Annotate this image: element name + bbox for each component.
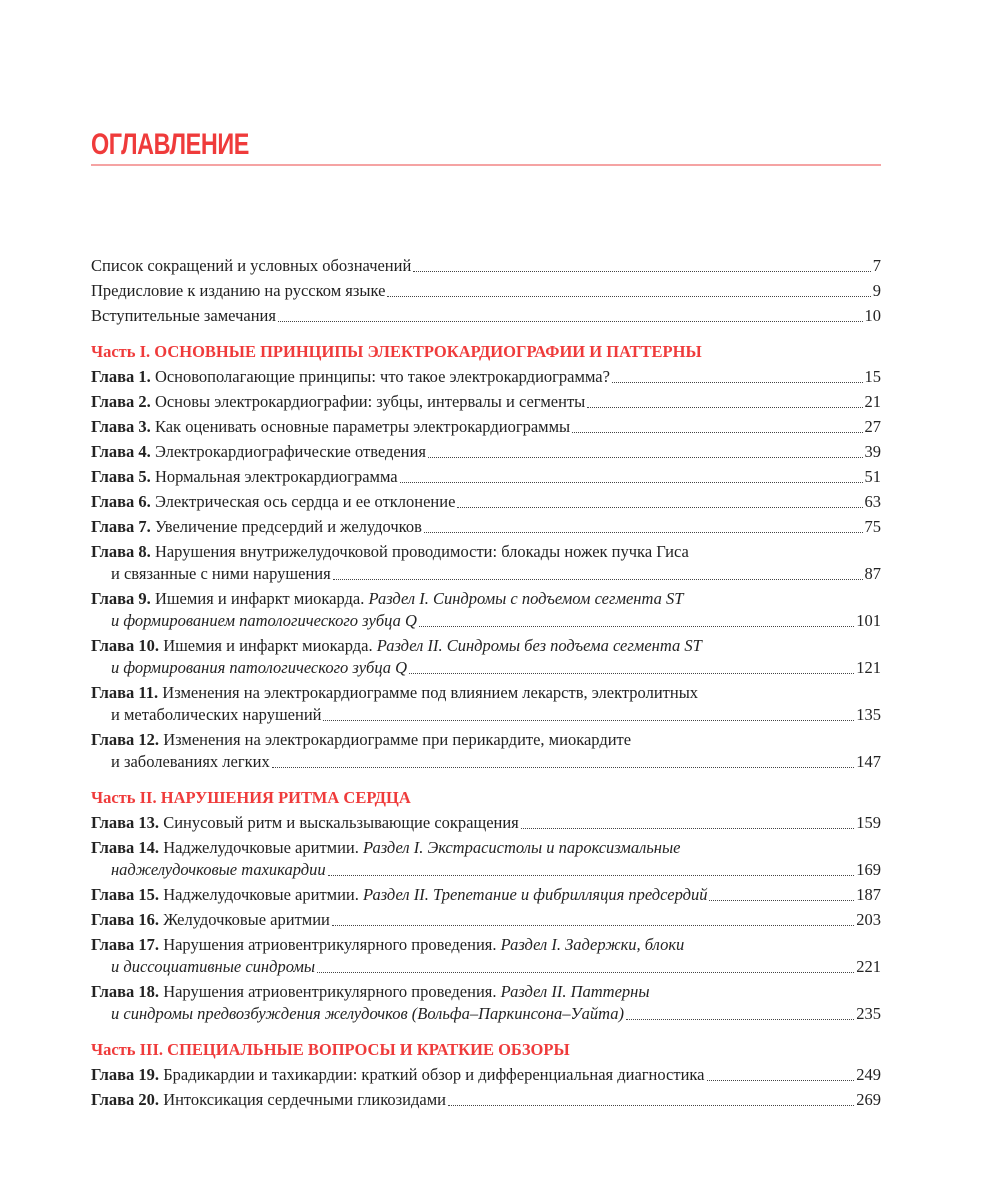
chapter-title-cont: и связанные с ними нарушения: [111, 564, 331, 583]
chapter-title: Изменения на электрокардиограмме при перикардите, миокардите: [163, 730, 632, 749]
chapter-title: Основы электрокардиографии: зубцы, интервалы и сегменты: [154, 392, 586, 411]
chapter-label: Глава 4.: [91, 442, 151, 461]
chapter-label: Глава 2.: [91, 392, 151, 411]
chapter-title: Синусовый ритм и выскальзывающие сокращения: [163, 813, 519, 832]
page-number: 235: [856, 1004, 881, 1023]
chapter-label: Глава 15.: [91, 885, 160, 904]
entry-line: [91, 441, 881, 463]
leader-dots: [424, 532, 863, 533]
section-title: Раздел II. Трепетание и фибрилляция предсердий: [363, 885, 708, 904]
section-title: Раздел I. Экстрасистолы и пароксизмальные: [363, 838, 681, 857]
chapter-label: Глава 6.: [91, 492, 151, 511]
page-number: 7: [872, 256, 881, 275]
entry-continuation: [111, 1003, 624, 1025]
toc-entry[interactable]: [91, 466, 881, 488]
entry-title: [91, 466, 398, 488]
leader-dots: [587, 407, 862, 408]
chapter-label: Глава 12.: [91, 730, 160, 749]
entry-line: [91, 812, 881, 834]
page-number: 27: [864, 417, 881, 436]
parts-list: [91, 341, 881, 1111]
page-number: 21: [864, 392, 881, 411]
entry-continuation: [111, 657, 407, 679]
entry-title: [91, 1064, 705, 1086]
leader-dots: [572, 432, 862, 433]
chapter-title: Нарушения атриовентрикулярного проведения.: [163, 935, 497, 954]
toc-entry[interactable]: [91, 635, 881, 679]
section-title: Раздел II. Паттерны: [500, 982, 650, 1001]
chapter-label: Глава 7.: [91, 517, 151, 536]
chapter-label: Глава 19.: [91, 1065, 160, 1084]
chapter-label: Глава 3.: [91, 417, 151, 436]
chapter-title: Наджелудочковые аритмии.: [163, 838, 359, 857]
section-title: Раздел I. Синдромы с подъемом сегмента ST: [368, 589, 684, 608]
front-matter-list: [91, 255, 881, 327]
leader-dots: [317, 972, 854, 973]
entry-continuation: [111, 563, 331, 585]
page-number: 159: [856, 813, 881, 832]
entry-line: [91, 1089, 881, 1111]
toc-entry[interactable]: [91, 441, 881, 463]
chapter-label: Глава 5.: [91, 467, 151, 486]
section-title-cont: наджелудочковые тахикардии: [111, 860, 326, 879]
leader-dots: [400, 482, 863, 483]
entry-title: [91, 441, 426, 463]
leader-dots: [709, 900, 854, 901]
chapter-label: Глава 11.: [91, 683, 159, 702]
entry-line: [91, 416, 881, 438]
entry-line: [91, 884, 881, 906]
chapter-title: Нарушения атриовентрикулярного проведения.: [163, 982, 497, 1001]
page-number: 51: [864, 467, 881, 486]
leader-dots: [521, 828, 854, 829]
entry-title: [91, 812, 519, 834]
toc-entry[interactable]: [91, 934, 881, 978]
title-underline: [91, 164, 881, 166]
section-title-cont: и синдромы предвозбуждения желудочков (Вольфа–Паркинсона–Уайта): [111, 1004, 624, 1023]
toc-entry[interactable]: [91, 280, 881, 302]
toc-entry[interactable]: [91, 1064, 881, 1086]
chapter-title: Наджелудочковые аритмии.: [163, 885, 359, 904]
entry-title: Предисловие к изданию на русском языке: [91, 281, 386, 300]
leader-dots: [707, 1080, 855, 1081]
entry-title: Список сокращений и условных обозначений: [91, 256, 412, 275]
leader-dots: [409, 673, 854, 674]
entry-title: [91, 416, 570, 438]
chapter-title-cont: и метаболических нарушений: [111, 705, 322, 724]
page-number: 249: [856, 1065, 881, 1084]
chapter-title: Ишемия и инфаркт миокарда.: [154, 589, 365, 608]
entry-line: [91, 563, 881, 585]
toc-entry[interactable]: [91, 729, 881, 773]
toc-entry[interactable]: [91, 255, 881, 277]
entry-line: [91, 541, 881, 563]
page-number: 169: [856, 860, 881, 879]
entry-line: [91, 391, 881, 413]
entry-line: [91, 491, 881, 513]
chapter-title: Увеличение предсердий и желудочков: [154, 517, 422, 536]
leader-dots: [413, 271, 870, 272]
chapter-label: Глава 17.: [91, 935, 160, 954]
entry-line: [91, 859, 881, 881]
toc-entry[interactable]: [91, 909, 881, 931]
entry-title: [91, 491, 455, 513]
table-of-contents: [91, 255, 881, 1114]
page-number: 9: [872, 281, 881, 300]
entry-line: [91, 588, 881, 610]
toc-entry[interactable]: [91, 491, 881, 513]
entry-continuation: [111, 751, 270, 773]
page-number: 39: [864, 442, 881, 461]
toc-entry[interactable]: [91, 981, 881, 1025]
entry-line: [91, 956, 881, 978]
entry-line: [91, 657, 881, 679]
chapter-title: Изменения на электрокардиограмме под влиянием лекарств, электролитных: [162, 683, 699, 702]
page-number: 87: [864, 564, 881, 583]
entry-line: [91, 1003, 881, 1025]
leader-dots: [428, 457, 862, 458]
entry-title: [91, 366, 610, 388]
chapter-title: Как оценивать основные параметры электрокардиограммы: [154, 417, 571, 436]
toc-entry[interactable]: [91, 366, 881, 388]
page-number: 147: [856, 752, 881, 771]
chapter-title: Нормальная электрокардиограмма: [154, 467, 398, 486]
page-number: 135: [856, 705, 881, 724]
chapter-title: Электрокардиографические отведения: [154, 442, 427, 461]
entry-title: Вступительные замечания: [91, 306, 276, 325]
leader-dots: [278, 321, 863, 322]
entry-line: [91, 981, 881, 1003]
section-title-cont: и диссоциативные синдромы: [111, 957, 316, 976]
leader-dots: [332, 925, 854, 926]
chapter-label: Глава 9.: [91, 589, 151, 608]
chapter-title: Ишемия и инфаркт миокарда.: [163, 636, 373, 655]
section-title-cont: и формирования патологического зубца Q: [111, 658, 408, 677]
page-number: 221: [856, 957, 881, 976]
section-title-cont: и формированием патологического зубца Q: [111, 611, 417, 630]
chapter-title: Нарушения внутрижелудочковой проводимости: блокады ножек пучка Гиса: [154, 542, 689, 561]
chapter-title: Интоксикация сердечными гликозидами: [163, 1090, 446, 1109]
page-number: 121: [856, 658, 881, 677]
part-heading: Часть I. ОСНОВНЫЕ ПРИНЦИПЫ ЭЛЕКТРОКАРДИОГРАФИИ И ПАТТЕРНЫ: [91, 342, 702, 361]
entry-title: [91, 884, 707, 906]
entry-continuation: [111, 956, 315, 978]
entry-line: [91, 1064, 881, 1086]
chapter-title: Электрическая ось сердца и ее отклонение: [154, 492, 456, 511]
leader-dots: [612, 382, 863, 383]
entry-title: [91, 516, 422, 538]
chapter-label: Глава 16.: [91, 910, 160, 929]
entry-title: [91, 1089, 446, 1111]
entry-line: [91, 704, 881, 726]
chapter-label: Глава 18.: [91, 982, 160, 1001]
part-heading: Часть III. СПЕЦИАЛЬНЫЕ ВОПРОСЫ И КРАТКИЕ ОБЗОРЫ: [91, 1040, 570, 1059]
section-title: Раздел I. Задержки, блоки: [500, 935, 685, 954]
chapter-label: Глава 20.: [91, 1090, 160, 1109]
chapter-title: Основополагающие принципы: что такое электрокардиограмма?: [154, 367, 610, 386]
toc-entry[interactable]: [91, 541, 881, 585]
page-number: 10: [864, 306, 881, 325]
toc-entry[interactable]: [91, 837, 881, 881]
entry-line: [91, 934, 881, 956]
entry-line: [91, 837, 881, 859]
leader-dots: [387, 296, 870, 297]
chapter-title: Желудочковые аритмии: [163, 910, 330, 929]
entry-line: [91, 909, 881, 931]
entry-line: [91, 366, 881, 388]
page-number: 15: [864, 367, 881, 386]
entry-continuation: [111, 610, 417, 632]
page-number: 75: [864, 517, 881, 536]
toc-entry[interactable]: [91, 305, 881, 327]
entry-continuation: [111, 859, 326, 881]
entry-continuation: [111, 704, 321, 726]
leader-dots: [419, 626, 854, 627]
chapter-label: Глава 13.: [91, 813, 160, 832]
entry-title: [91, 909, 330, 931]
section-title: Раздел II. Синдромы без подъема сегмента ST: [376, 636, 702, 655]
toc-entry[interactable]: [91, 416, 881, 438]
entry-line: [91, 466, 881, 488]
entry-line: [91, 516, 881, 538]
toc-entry[interactable]: [91, 1089, 881, 1111]
page-title: ОГЛАВЛЕНИЕ: [91, 128, 249, 161]
page-number: 269: [856, 1090, 881, 1109]
leader-dots: [626, 1019, 854, 1020]
leader-dots: [323, 720, 854, 721]
toc-entry[interactable]: [91, 884, 881, 906]
leader-dots: [457, 507, 862, 508]
leader-dots: [448, 1105, 854, 1106]
toc-entry[interactable]: [91, 588, 881, 632]
part-heading: Часть II. НАРУШЕНИЯ РИТМА СЕРДЦА: [91, 788, 411, 807]
chapter-label: Глава 1.: [91, 367, 151, 386]
chapter-label: Глава 14.: [91, 838, 160, 857]
page-number: 187: [856, 885, 881, 904]
leader-dots: [328, 875, 855, 876]
entry-line: [91, 751, 881, 773]
leader-dots: [333, 579, 863, 580]
entry-line: [91, 610, 881, 632]
toc-entry[interactable]: [91, 516, 881, 538]
chapter-title-cont: и заболеваниях легких: [111, 752, 270, 771]
entry-line: [91, 729, 881, 751]
page-number: 101: [856, 611, 881, 630]
page-number: 203: [856, 910, 881, 929]
entry-line: [91, 635, 881, 657]
chapter-label: Глава 10.: [91, 636, 160, 655]
toc-entry[interactable]: [91, 682, 881, 726]
toc-entry[interactable]: [91, 391, 881, 413]
chapter-label: Глава 8.: [91, 542, 151, 561]
leader-dots: [272, 767, 855, 768]
entry-line: [91, 682, 881, 704]
toc-entry[interactable]: [91, 812, 881, 834]
chapter-title: Брадикардии и тахикардии: краткий обзор и дифференциальная диагностика: [163, 1065, 705, 1084]
page-number: 63: [864, 492, 881, 511]
entry-title: [91, 391, 585, 413]
